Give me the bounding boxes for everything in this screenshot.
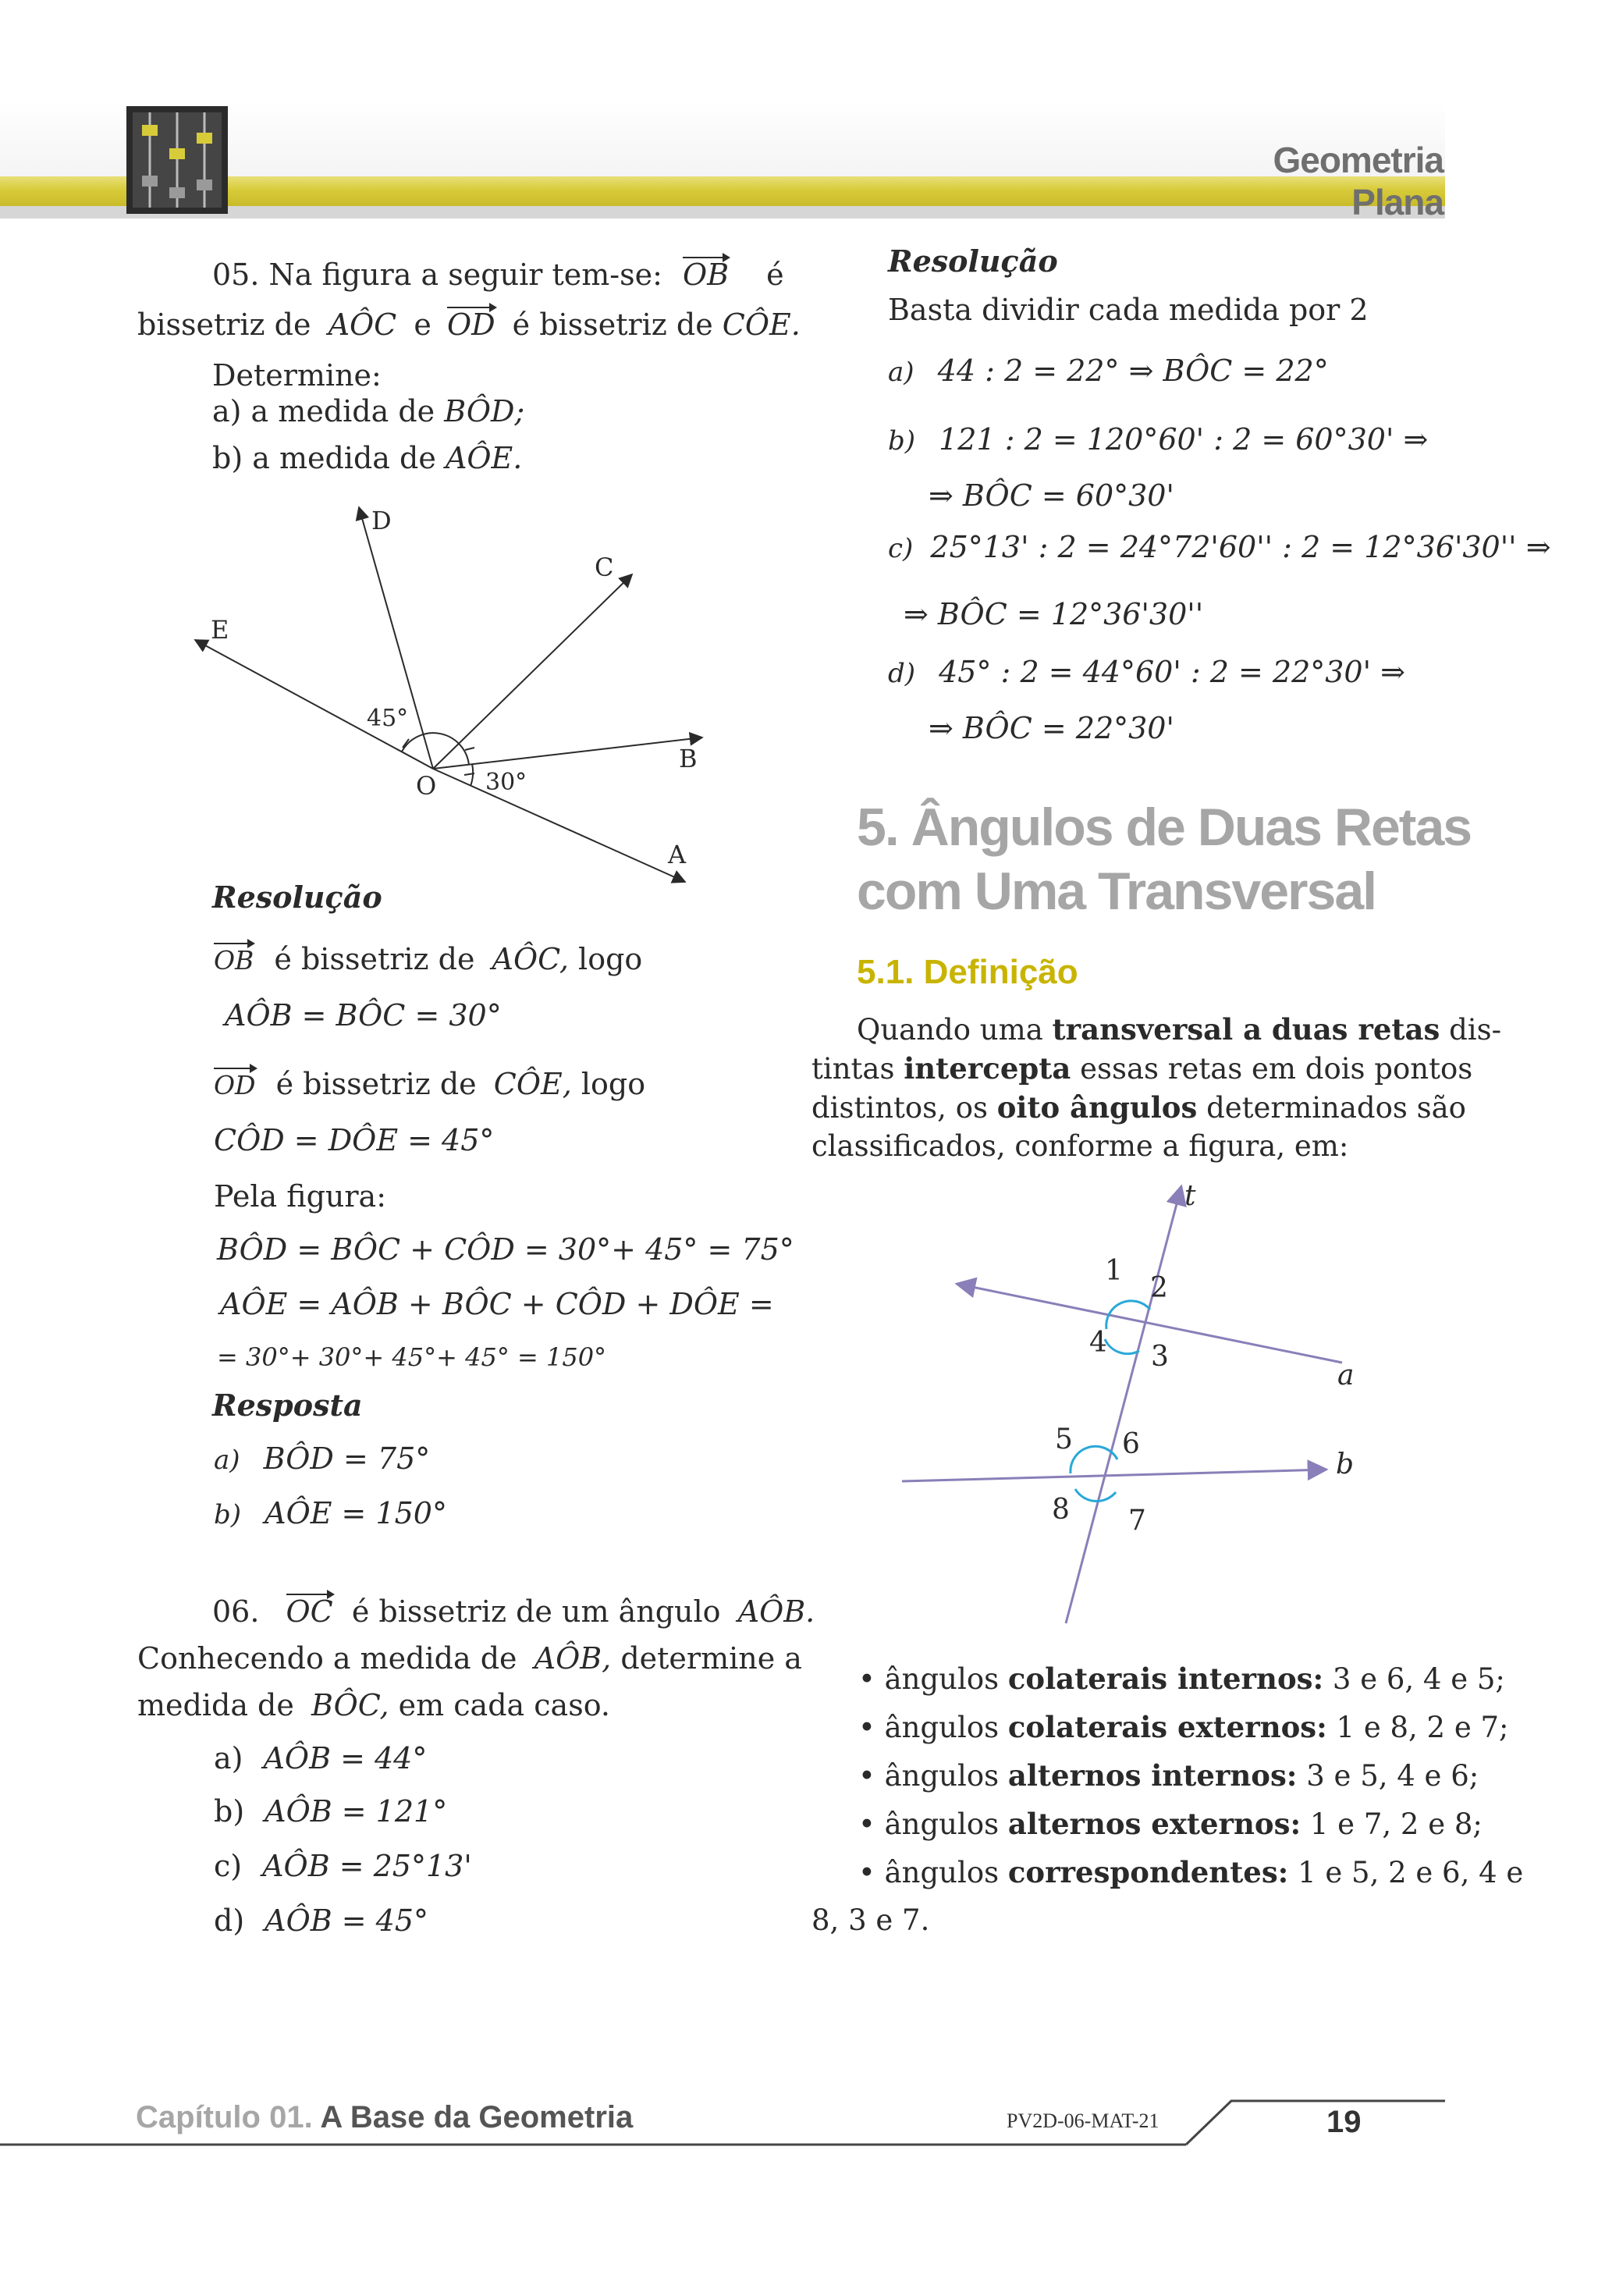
section-subtitle: 5.1. Definição: [857, 953, 1078, 991]
arc-43: [1105, 1339, 1139, 1354]
res1-ans-a: a) BÔD = 75°: [214, 1441, 431, 1476]
res1-line1: OB é bissetriz de AÔC, logo: [214, 940, 642, 980]
line-b: [902, 1470, 1326, 1481]
q06-line2: Conhecendo a medida de AÔB, determine a: [137, 1641, 802, 1676]
bullet-alternos-internos: • ângulos alternos internos: 3 e 5, 4 e 6;: [858, 1758, 1479, 1793]
res1-pela: Pela figura:: [214, 1179, 387, 1214]
bullet-alternos-externos: • ângulos alternos externos: 1 e 7, 2 e 8;: [858, 1807, 1483, 1841]
footer-code: PV2D-06-MAT-21: [1007, 2109, 1159, 2132]
q06-item-a: a) AÔB = 44°: [214, 1741, 428, 1775]
definition-line1: Quando uma transversal a duas retas dis-: [857, 1012, 1502, 1047]
res1-eq5: = 30°+ 30°+ 45°+ 45° = 150°: [217, 1342, 607, 1372]
label-7: 7: [1128, 1505, 1146, 1537]
res2-c: c) 25°13' : 2 = 24°72'60'' : 2 = 12°36'30'' ⇒: [888, 530, 1551, 564]
res2-d: d) 45° : 2 = 44°60' : 2 = 22°30' ⇒: [888, 655, 1405, 689]
res2-b2: ⇒ BÔC = 60°30': [929, 478, 1174, 513]
q05-item-a: a) a medida de BÔD;: [212, 394, 525, 428]
label-a: A: [668, 840, 687, 869]
bullet-colaterais-externos: • ângulos colaterais externos: 1 e 8, 2 e 7;: [858, 1710, 1509, 1744]
q05-line2: bissetriz de AÔC e OD é bissetriz de CÔE.: [137, 305, 801, 344]
res1-ans-b: b) AÔE = 150°: [214, 1496, 447, 1530]
label-4: 4: [1089, 1327, 1107, 1359]
section-title-line1: 5. Ângulos de Duas Retas: [857, 798, 1472, 857]
bullet-colaterais-internos: • ângulos colaterais internos: 3 e 6, 4 e 5;: [858, 1662, 1505, 1696]
ray-oc: [433, 574, 632, 769]
label-a: a: [1337, 1359, 1355, 1391]
abacus-icon: [119, 101, 236, 219]
q06-item-b: b) AÔB = 121°: [214, 1794, 448, 1829]
arc-30: [471, 764, 473, 786]
res1-eq2: CÔD = DÔE = 45°: [214, 1123, 495, 1157]
bullet-correspondentes: • ângulos correspondentes: 1 e 5, 2 e 6, 4 e: [858, 1855, 1524, 1889]
label-45: 45°: [367, 705, 409, 732]
label-6: 6: [1122, 1428, 1140, 1460]
label-e: E: [211, 615, 229, 645]
bullet-tail: 8, 3 e 7.: [811, 1903, 930, 1937]
angles-figure: [179, 499, 741, 897]
q05-item-b: b) a medida de AÔE.: [212, 441, 523, 475]
ray-ob: [433, 737, 702, 769]
res2-title: Resolução: [888, 243, 1058, 279]
arc-87: [1075, 1489, 1116, 1502]
label-30: 30°: [485, 769, 527, 796]
q05-line1: 05. Na figura a seguir tem-se: OB é: [212, 255, 784, 294]
footer-chapter: Capítulo 01. A Base da Geometria: [136, 2100, 634, 2134]
q06-item-d: d) AÔB = 45°: [214, 1903, 429, 1938]
definition-line3: distintos, os oito ângulos determinados são: [811, 1090, 1466, 1125]
res1-eq1: AÔB = BÔC = 30°: [225, 998, 502, 1032]
res1-eq3: BÔD = BÔC + CÔD = 30°+ 45° = 75°: [217, 1232, 794, 1267]
definition-line2: tintas intercepta essas retas em dois pontos: [811, 1051, 1473, 1086]
q06-line1: 06. OC é bissetriz de um ângulo AÔB.: [212, 1592, 815, 1631]
q06-line3: medida de BÔC, em cada caso.: [137, 1688, 610, 1722]
vector-ob: OB: [683, 255, 729, 294]
arc-45: [402, 733, 469, 765]
res2-b: b) 121 : 2 = 120°60' : 2 = 60°30' ⇒: [888, 422, 1429, 457]
label-3: 3: [1151, 1341, 1169, 1373]
res1-resposta: Resposta: [212, 1388, 363, 1423]
transversal-figure: [882, 1178, 1397, 1631]
arc-56: [1071, 1446, 1117, 1473]
label-8: 8: [1052, 1494, 1070, 1526]
res1-line2: OD é bissetriz de CÔE, logo: [214, 1064, 645, 1105]
label-c: C: [595, 553, 614, 582]
q05-determine: Determine:: [212, 358, 382, 393]
res2-c2: ⇒ BÔC = 12°36'30'': [904, 597, 1204, 631]
definition-line4: classificados, conforme a figura, em:: [811, 1129, 1349, 1163]
label-2: 2: [1150, 1272, 1168, 1304]
res1-title: Resolução: [212, 880, 382, 915]
label-t: t: [1184, 1180, 1196, 1212]
label-1: 1: [1105, 1255, 1123, 1287]
label-5: 5: [1055, 1423, 1073, 1455]
res2-a: a) 44 : 2 = 22° ⇒ BÔC = 22°: [888, 354, 1329, 388]
res2-intro: Basta dividir cada medida por 2: [888, 293, 1369, 327]
label-o: O: [416, 771, 437, 801]
header-title: Geometria Plana: [1273, 140, 1444, 222]
res2-d2: ⇒ BÔC = 22°30': [929, 711, 1174, 745]
label-b: B: [679, 744, 698, 773]
label-b: b: [1336, 1448, 1355, 1480]
section-title-line2: com Uma Transversal: [857, 862, 1376, 921]
line-a: [957, 1284, 1342, 1363]
vector-od: OD: [447, 305, 495, 344]
res1-eq4: AÔE = AÔB + BÔC + CÔD + DÔE =: [220, 1287, 774, 1321]
line-t: [1066, 1186, 1181, 1623]
q06-item-c: c) AÔB = 25°13': [214, 1849, 472, 1883]
label-d: D: [371, 506, 392, 535]
page-number: 19: [1326, 2105, 1362, 2139]
